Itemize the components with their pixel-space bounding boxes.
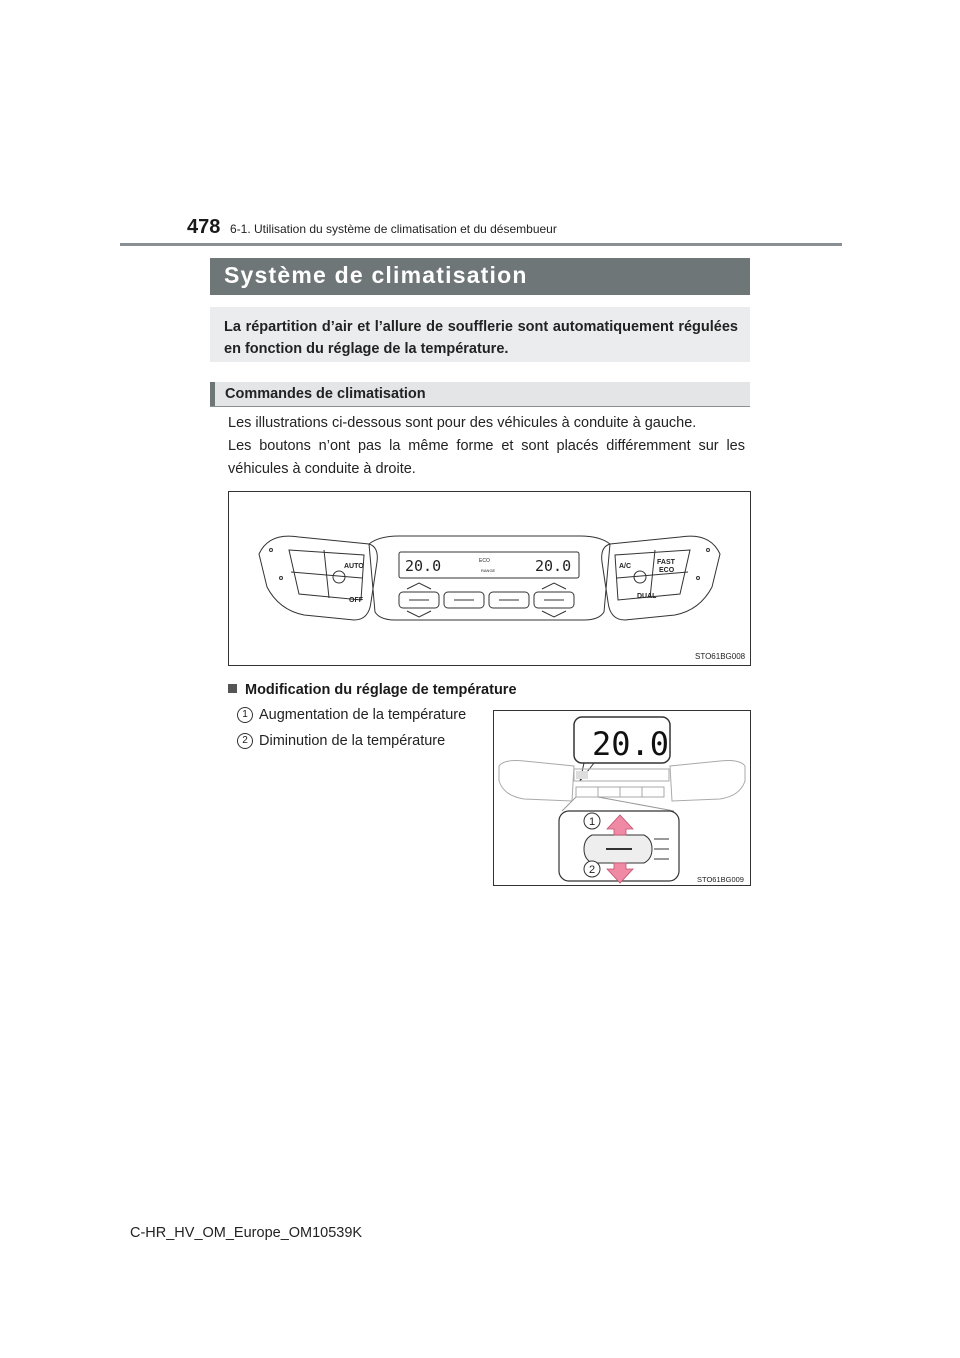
section-title: Système de climatisation bbox=[224, 262, 528, 288]
subsection-title: Commandes de climatisation bbox=[225, 386, 426, 402]
temperature-adjust-figure bbox=[493, 710, 751, 886]
figure-1-code: STO61BG008 bbox=[695, 652, 746, 661]
document-code: C-HR_HV_OM_Europe_OM10539K bbox=[130, 1225, 363, 1241]
header-rule bbox=[120, 243, 842, 246]
display-range-label: RANGE bbox=[481, 568, 496, 573]
subsection-accent bbox=[210, 382, 215, 406]
temperature-change-heading-text: Modification du réglage de température bbox=[245, 682, 517, 698]
climate-panel-figure bbox=[228, 491, 751, 666]
summary-text: La répartition d’air et l’allure de soufflerie sont automatiquement régulées en fonction du réglage de la température. bbox=[224, 319, 738, 357]
increase-arrow-icon bbox=[607, 815, 633, 835]
intro-text bbox=[228, 412, 745, 481]
off-button-label: OFF bbox=[349, 597, 363, 604]
decrease-temperature-label: Diminution de la température bbox=[259, 733, 446, 749]
intro-paragraph-1: Les illustrations ci-dessous sont pour des véhicules à conduite à gauche. bbox=[228, 415, 697, 431]
figure-2-callout-1: 1 bbox=[589, 816, 596, 828]
display-right-temp: 20.0 bbox=[535, 557, 572, 575]
ac-button-label: A/C bbox=[619, 563, 632, 570]
dual-button-label: DUAL bbox=[637, 593, 657, 600]
chapter-header: 6-1. Utilisation du système de climatisation et du désembueur bbox=[230, 222, 557, 236]
decrease-arrow-icon bbox=[607, 863, 633, 883]
callout-2: 2 bbox=[237, 733, 253, 749]
auto-button-label: AUTO bbox=[344, 563, 364, 570]
figure-2-code: STO61BG009 bbox=[697, 875, 744, 884]
subsection-heading bbox=[210, 382, 750, 407]
eco-button-label: ECO bbox=[659, 567, 675, 574]
climate-panel-illustration bbox=[229, 492, 750, 665]
summary-box bbox=[210, 307, 750, 362]
fast-button-label: FAST bbox=[657, 559, 675, 566]
callout-1: 1 bbox=[237, 707, 253, 723]
display-left-temp: 20.0 bbox=[405, 557, 442, 575]
figure-2-callout-2: 2 bbox=[589, 864, 596, 876]
section-banner bbox=[210, 258, 750, 295]
display-eco-label: ECO bbox=[479, 558, 490, 564]
figure-2-display-temp: 20.0 bbox=[592, 725, 670, 763]
bullet-square-icon bbox=[228, 684, 237, 693]
temperature-adjust-illustration bbox=[494, 711, 750, 885]
temperature-change-heading bbox=[228, 682, 517, 698]
page-number: 478 bbox=[187, 216, 221, 238]
increase-temperature-label: Augmentation de la température bbox=[259, 707, 467, 723]
intro-paragraph-2: Les boutons n’ont pas la même forme et sont placés différemment sur les véhicules à conduite à droite. bbox=[228, 438, 745, 477]
